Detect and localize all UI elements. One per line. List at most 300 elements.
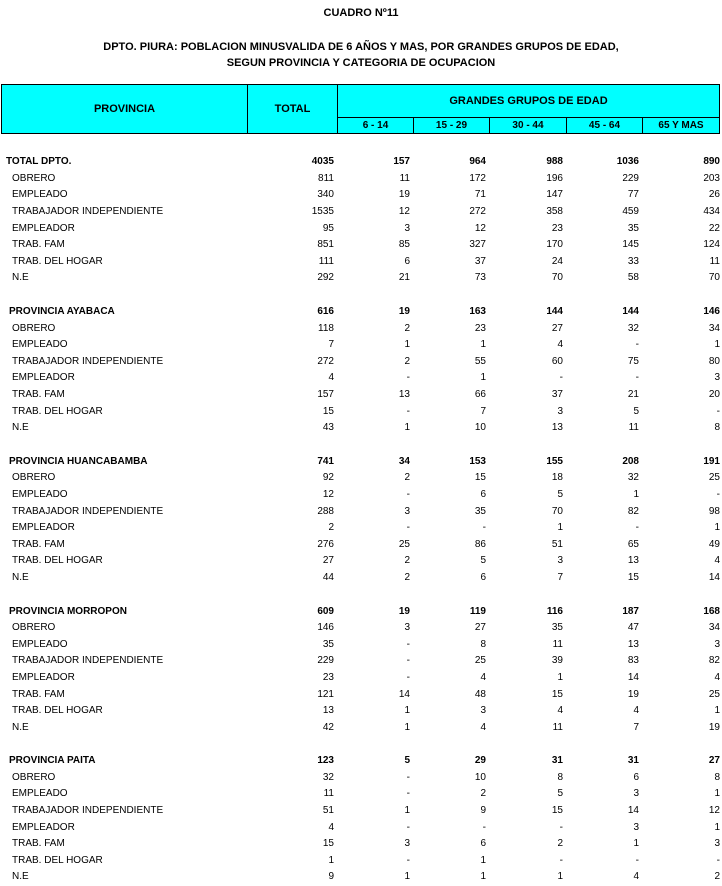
cell-age-group-4: 31 [627,755,639,767]
cell-total: 15 [322,838,334,850]
row-label: TRAB. FAM [12,239,65,251]
cell-age-group-1: 1 [404,705,410,717]
cell-age-group-5: 11 [709,255,720,267]
category-row [6,636,720,653]
cell-age-group-3: 35 [551,622,563,634]
row-label: TOTAL DPTO. [6,156,72,168]
section-spacer [6,736,720,753]
cell-age-group-3: 147 [546,189,563,201]
cell-age-group-1: 12 [398,206,410,218]
cell-age-group-2: 8 [480,638,486,650]
cell-age-group-5: 8 [714,422,720,434]
row-label: OBRERO [12,771,56,783]
cell-age-group-1: - [406,655,410,667]
cell-age-group-4: 459 [622,206,639,218]
cell-age-group-4: 1036 [616,156,639,168]
cell-age-group-4: 75 [627,355,639,367]
cell-age-group-1: 2 [404,322,410,334]
cell-age-group-4: 19 [627,688,639,700]
cell-total: 272 [317,355,334,367]
cell-age-group-1: 2 [404,571,410,583]
cell-age-group-2: 6 [480,838,486,850]
cell-age-group-1: 3 [404,222,410,234]
cell-age-group-2: 48 [474,688,486,700]
category-row [6,187,720,204]
cell-age-group-1: 13 [398,389,410,401]
cell-age-group-1: 3 [404,505,410,517]
header-age-6-14: 6 - 14 [338,118,414,133]
cell-total: 15 [322,405,334,417]
cell-total: 288 [317,505,334,517]
cell-age-group-1: 2 [404,472,410,484]
category-row [6,836,720,853]
cell-age-group-2: 10 [474,771,486,783]
cell-age-group-1: 1 [404,721,410,733]
cell-age-group-2: 55 [474,355,486,367]
cell-total: 741 [317,455,334,467]
cell-age-group-2: 3 [480,705,486,717]
cell-age-group-5: 25 [708,688,720,700]
category-row [6,570,720,587]
cell-total: 7 [328,339,334,351]
cell-age-group-1: - [406,821,410,833]
cell-age-group-3: 51 [551,538,563,550]
cell-total: 44 [322,571,334,583]
category-row [6,853,720,870]
cell-age-group-2: 27 [474,622,486,634]
cell-total: 4035 [311,156,334,168]
category-row [6,171,720,188]
header-provincia: PROVINCIA [2,85,248,133]
cell-age-group-4: 208 [622,455,639,467]
row-label: EMPLEADO [12,339,68,351]
category-row [6,503,720,520]
cell-total: 811 [318,172,334,184]
data-table [6,154,720,886]
category-row [6,670,720,687]
category-row [6,653,720,670]
cell-total: 292 [317,272,334,284]
cell-age-group-3: 27 [551,322,563,334]
cell-age-group-4: 32 [627,322,639,334]
cell-age-group-4: - [635,854,639,866]
table-subtitle-line2: SEGUN PROVINCIA Y CATEGORIA DE OCUPACION [226,57,496,69]
cell-age-group-3: 2 [557,838,563,850]
cell-age-group-2: 1 [480,372,486,384]
cell-total: 157 [317,389,334,401]
cell-age-group-2: 6 [480,488,486,500]
cell-total: 2 [328,522,334,534]
category-row [6,220,720,237]
province-total-row [6,753,720,770]
cell-age-group-3: 5 [557,788,563,800]
cell-total: 11 [323,788,334,800]
cell-age-group-2: 153 [469,455,486,467]
cell-age-group-5: 20 [708,389,720,401]
cell-total: 13 [322,705,334,717]
row-label: PROVINCIA HUANCABAMBA [9,455,148,467]
cell-age-group-5: 4 [714,555,720,567]
cell-total: 276 [317,538,334,550]
category-row [6,237,720,254]
cell-age-group-4: 77 [627,189,639,201]
category-row [6,270,720,287]
cell-age-group-5: 124 [703,239,720,251]
cell-age-group-4: 145 [622,239,639,251]
cell-age-group-3: 70 [551,272,563,284]
cell-total: 43 [322,422,334,434]
cell-age-group-4: 14 [627,805,639,817]
cell-age-group-3: - [559,854,563,866]
row-label: PROVINCIA MORROPON [9,605,127,617]
cell-age-group-3: 3 [557,555,563,567]
cell-age-group-3: 31 [551,755,563,767]
row-label: OBRERO [12,172,56,184]
cell-age-group-5: 70 [708,272,720,284]
cell-age-group-3: 15 [551,688,563,700]
row-label: N.E [12,422,29,434]
cell-age-group-1: 5 [404,755,410,767]
cell-age-group-5: 1 [714,821,720,833]
cell-total: 27 [322,555,334,567]
cell-age-group-5: 168 [703,605,720,617]
cell-age-group-4: 35 [627,222,639,234]
cell-age-group-3: 60 [551,355,563,367]
row-label: N.E [12,272,29,284]
cell-total: 609 [317,605,334,617]
row-label: EMPLEADOR [12,372,75,384]
cell-age-group-5: - [716,405,720,417]
cell-total: 118 [318,322,334,334]
category-row [6,370,720,387]
cell-age-group-1: 1 [404,871,410,883]
cell-age-group-1: - [406,788,410,800]
row-label: TRAB. DEL HOGAR [12,705,103,717]
cell-age-group-5: 2 [714,871,720,883]
section-spacer [6,437,720,454]
cell-total: 121 [317,688,334,700]
cell-age-group-2: 66 [474,389,486,401]
row-label: TRAB. DEL HOGAR [12,555,103,567]
cell-age-group-5: 82 [708,655,720,667]
category-row [6,520,720,537]
cell-age-group-4: 32 [627,472,639,484]
category-row [6,403,720,420]
cell-age-group-5: 434 [703,206,720,218]
cell-age-group-4: 229 [622,172,639,184]
cell-age-group-4: 33 [627,255,639,267]
category-row [6,536,720,553]
cell-age-group-3: - [559,821,563,833]
cell-age-group-5: 1 [714,788,720,800]
cell-age-group-2: 7 [480,405,486,417]
cell-age-group-1: - [406,671,410,683]
cell-age-group-3: 24 [551,255,563,267]
cell-age-group-5: 146 [703,306,720,318]
cell-age-group-3: 988 [546,156,563,168]
category-row [6,337,720,354]
category-row [6,770,720,787]
cell-age-group-2: 4 [480,671,486,683]
cell-age-group-2: 37 [474,255,486,267]
header-age-65-mas: 65 Y MAS [658,120,704,131]
row-label: EMPLEADO [12,189,68,201]
row-label: OBRERO [12,322,56,334]
cell-age-group-3: 39 [551,655,563,667]
header-age-30-44: 30 - 44 [490,118,567,133]
cell-age-group-1: 3 [404,622,410,634]
cell-age-group-2: 86 [474,538,486,550]
cell-age-group-3: 70 [551,505,563,517]
cell-age-group-5: 8 [714,771,720,783]
spacer-cell [6,437,720,454]
row-label: EMPLEADOR [12,522,75,534]
row-label: TRABAJADOR INDEPENDIENTE [12,355,164,367]
cell-total: 23 [322,671,334,683]
category-row [6,786,720,803]
cell-age-group-4: 11 [628,422,639,434]
cell-age-group-3: 8 [557,771,563,783]
cell-age-group-3: 13 [551,422,563,434]
cell-age-group-5: 4 [714,671,720,683]
cell-age-group-2: - [482,821,486,833]
category-row [6,869,720,886]
cell-age-group-5: - [716,488,720,500]
cell-age-group-4: 4 [633,871,639,883]
row-label: TRAB. FAM [12,538,65,550]
cell-age-group-1: - [406,771,410,783]
cell-age-group-2: - [482,522,486,534]
cell-age-group-2: 1 [480,854,486,866]
cell-total: 146 [317,622,334,634]
cell-age-group-5: 191 [703,455,720,467]
row-label: TRABAJADOR INDEPENDIENTE [12,505,164,517]
cell-age-group-4: 5 [633,405,639,417]
cell-total: 340 [317,189,334,201]
cell-total: 9 [328,871,334,883]
cell-total: 123 [317,755,334,767]
cell-age-group-4: 47 [627,622,639,634]
category-row [6,803,720,820]
row-label: OBRERO [12,472,56,484]
cell-age-group-2: 6 [480,571,486,583]
cell-age-group-5: 49 [708,538,720,550]
cell-age-group-2: 119 [469,605,486,617]
row-label: TRABAJADOR INDEPENDIENTE [12,805,164,817]
cell-age-group-3: 358 [546,206,563,218]
cell-age-group-3: 1 [557,671,563,683]
cell-age-group-5: 22 [708,222,720,234]
cell-age-group-2: 71 [474,189,486,201]
cell-age-group-3: 11 [552,721,563,733]
row-label: N.E [12,721,29,733]
cell-age-group-3: - [559,372,563,384]
row-label: OBRERO [12,622,56,634]
cell-age-group-1: - [406,488,410,500]
category-row [6,819,720,836]
cell-age-group-5: 3 [714,372,720,384]
cell-age-group-4: 7 [633,721,639,733]
cell-total: 1 [328,854,334,866]
cell-age-group-3: 170 [546,239,563,251]
cell-age-group-5: 80 [708,355,720,367]
cell-age-group-2: 163 [469,306,486,318]
cell-age-group-3: 23 [551,222,563,234]
spacer-cell [6,736,720,753]
department-total-row [6,154,720,171]
cell-total: 12 [322,488,334,500]
cell-age-group-1: - [406,638,410,650]
cell-age-group-1: 11 [399,172,410,184]
cell-age-group-4: 83 [627,655,639,667]
cell-age-group-1: 2 [404,355,410,367]
cell-age-group-5: 1 [714,339,720,351]
cell-total: 42 [322,721,334,733]
row-label: TRAB. FAM [12,838,65,850]
cell-age-group-1: 1 [404,422,410,434]
cell-age-group-2: 272 [469,206,486,218]
cell-age-group-5: 203 [703,172,720,184]
cell-age-group-2: 1 [480,871,486,883]
section-spacer [6,586,720,603]
cell-age-group-1: - [406,372,410,384]
cell-age-group-3: 1 [557,871,563,883]
cell-age-group-2: 4 [480,721,486,733]
cell-age-group-4: 144 [622,306,639,318]
row-label: EMPLEADOR [12,222,75,234]
cell-total: 111 [318,255,334,267]
category-row [6,487,720,504]
cell-age-group-4: - [635,339,639,351]
cell-age-group-3: 3 [557,405,563,417]
cell-age-group-1: 34 [398,455,410,467]
cell-age-group-5: 34 [708,322,720,334]
cell-age-group-1: 21 [398,272,410,284]
row-label: TRABAJADOR INDEPENDIENTE [12,206,164,218]
cell-age-group-2: 5 [480,555,486,567]
table-subtitle-line1: DPTO. PIURA: POBLACION MINUSVALIDA DE 6 AÑOS Y MAS, POR GRANDES GRUPOS DE EDAD, [103,41,619,53]
cell-age-group-1: - [406,854,410,866]
cell-age-group-2: 9 [480,805,486,817]
cell-age-group-2: 10 [474,422,486,434]
cell-age-group-2: 25 [474,655,486,667]
cell-age-group-4: 15 [627,571,639,583]
cell-age-group-2: 1 [480,339,486,351]
cell-age-group-5: 3 [714,838,720,850]
cell-age-group-4: 4 [633,705,639,717]
cell-age-group-1: 85 [398,239,410,251]
cell-age-group-4: 3 [633,788,639,800]
cell-age-group-2: 15 [474,472,486,484]
province-total-row [6,304,720,321]
header-total: TOTAL [248,85,338,133]
category-row [6,719,720,736]
cell-age-group-1: 14 [398,688,410,700]
section-spacer [6,287,720,304]
cell-age-group-2: 29 [474,755,486,767]
cell-age-group-3: 7 [557,571,563,583]
cell-total: 32 [322,771,334,783]
category-row [6,204,720,221]
cell-age-group-5: 1 [714,705,720,717]
cell-age-group-3: 155 [546,455,563,467]
cell-total: 35 [322,638,334,650]
cell-age-group-2: 964 [469,156,486,168]
category-row [6,553,720,570]
cell-age-group-1: 19 [398,189,410,201]
cell-total: 92 [322,472,334,484]
cell-age-group-2: 2 [480,788,486,800]
cell-age-group-5: 34 [708,622,720,634]
cell-age-group-3: 4 [557,339,563,351]
table-title: CUADRO Nº11 [323,7,399,19]
category-row [6,320,720,337]
row-label: TRAB. DEL HOGAR [12,405,103,417]
cell-age-group-5: 98 [708,505,720,517]
cell-age-group-4: 58 [627,272,639,284]
cell-age-group-2: 12 [474,222,486,234]
cell-age-group-4: 14 [627,671,639,683]
cell-age-group-5: - [716,854,720,866]
cell-age-group-1: 3 [404,838,410,850]
cell-age-group-3: 37 [551,389,563,401]
cell-total: 229 [317,655,334,667]
category-row [6,686,720,703]
category-row [6,420,720,437]
cell-age-group-2: 23 [474,322,486,334]
category-row [6,354,720,371]
row-label: TRAB. FAM [12,389,65,401]
cell-age-group-2: 35 [474,505,486,517]
cell-age-group-3: 11 [552,638,563,650]
cell-age-group-5: 27 [708,755,720,767]
header-grandes-grupos: GRANDES GRUPOS DE EDAD [338,85,719,118]
cell-age-group-3: 15 [551,805,563,817]
row-label: N.E [12,571,29,583]
cell-total: 51 [322,805,334,817]
cell-age-group-1: 25 [398,538,410,550]
cell-total: 95 [322,222,334,234]
cell-age-group-5: 1 [714,522,720,534]
row-label: EMPLEADOR [12,671,75,683]
cell-age-group-2: 327 [469,239,486,251]
cell-age-group-1: - [406,522,410,534]
cell-age-group-5: 12 [708,805,720,817]
cell-total: 4 [328,821,334,833]
cell-age-group-1: 19 [398,306,410,318]
spacer-cell [6,287,720,304]
cell-age-group-4: 1 [633,838,639,850]
cell-age-group-1: 19 [398,605,410,617]
cell-age-group-4: 187 [622,605,639,617]
cell-age-group-3: 196 [546,172,563,184]
category-row [6,620,720,637]
category-row [6,703,720,720]
cell-age-group-3: 144 [546,306,563,318]
cell-age-group-4: 13 [627,638,639,650]
table-header [1,84,720,134]
category-row [6,470,720,487]
row-label: EMPLEADO [12,638,68,650]
cell-age-group-5: 25 [708,472,720,484]
row-label: TRABAJADOR INDEPENDIENTE [12,655,164,667]
row-label: EMPLEADO [12,788,68,800]
cell-age-group-5: 3 [714,638,720,650]
province-total-row [6,454,720,471]
cell-age-group-4: - [635,522,639,534]
cell-age-group-1: - [406,405,410,417]
cell-age-group-1: 1 [404,805,410,817]
